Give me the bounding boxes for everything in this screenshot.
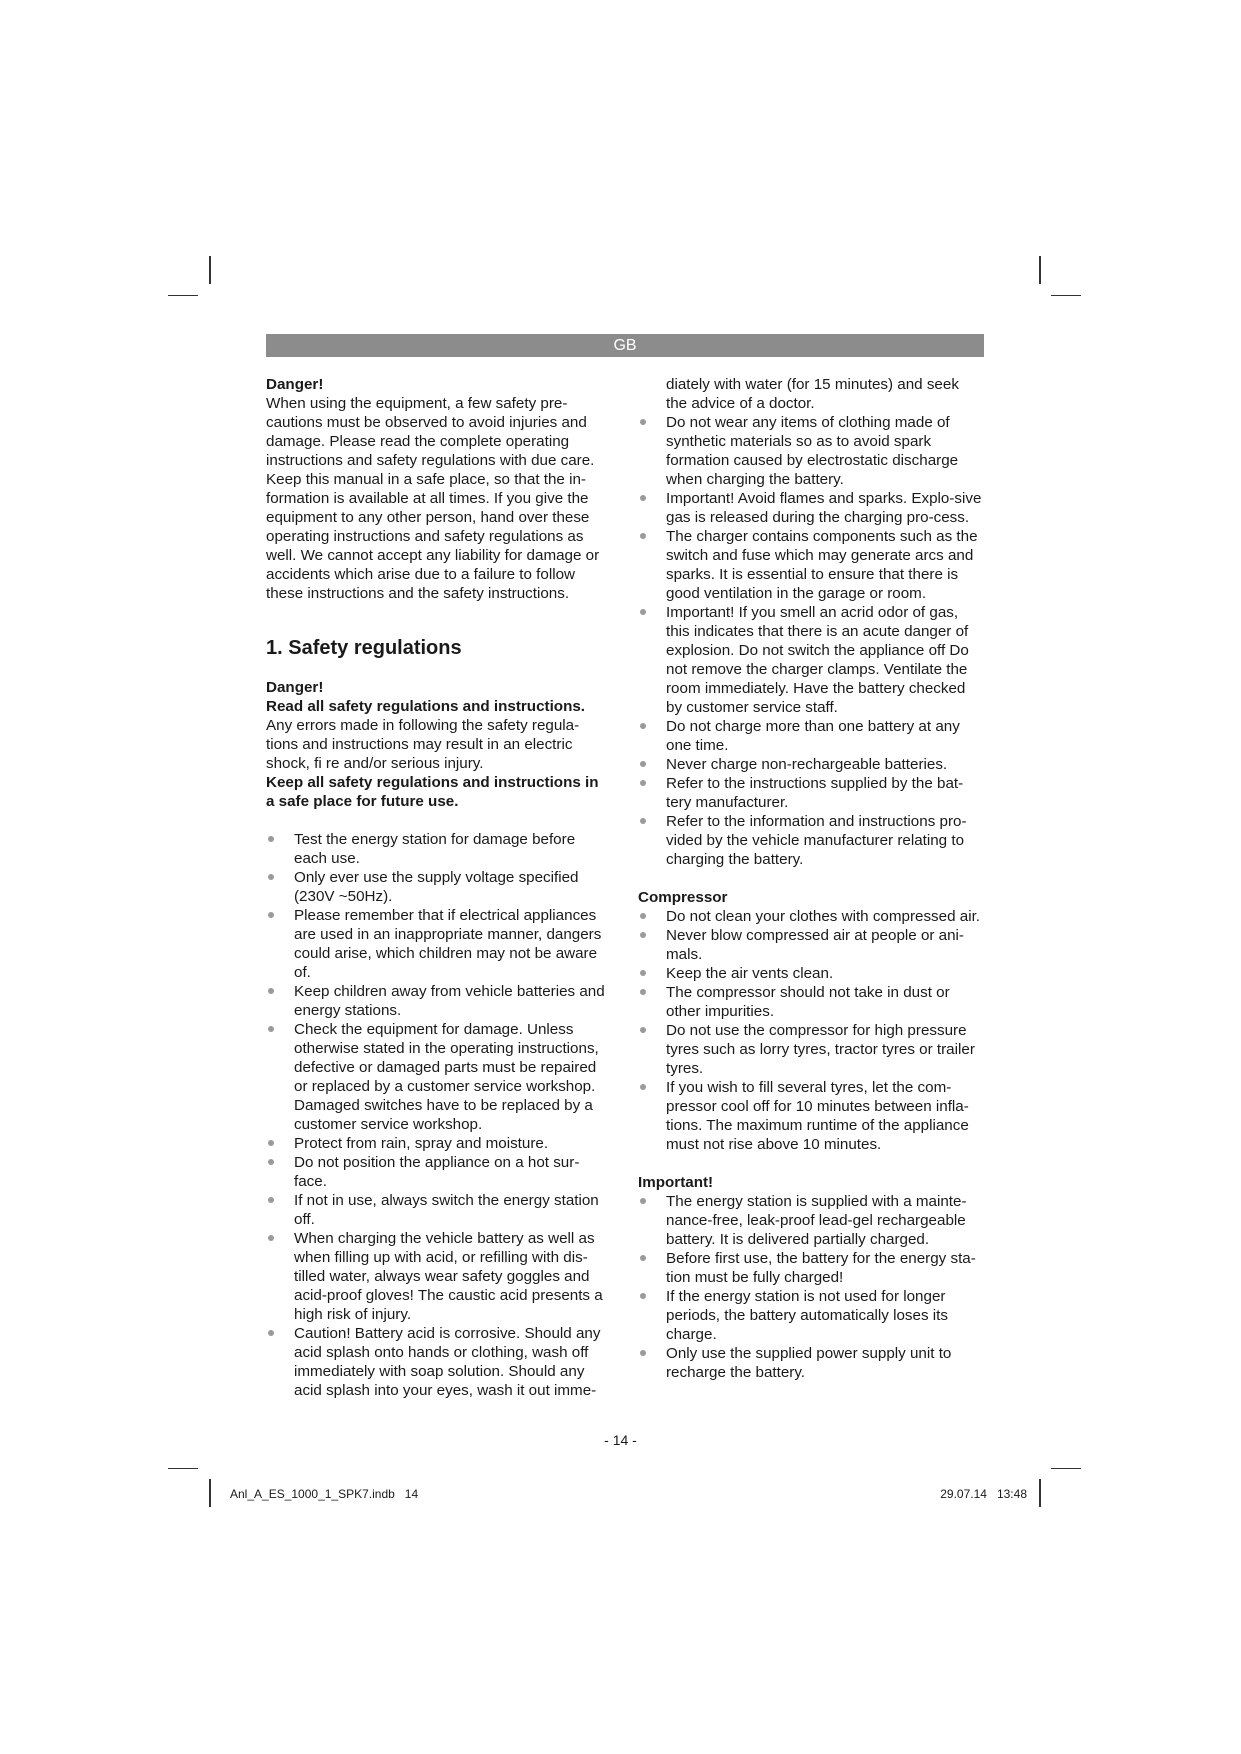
crop-mark	[209, 1479, 211, 1507]
crop-mark	[1039, 1479, 1041, 1507]
list-item: Only ever use the supply voltage specified (230V ~50Hz).	[266, 868, 611, 906]
list-item: If you wish to fill several tyres, let the com-pressor cool off for 10 minutes between infla-tions. The maximum runtime of the appliance must not rise above 10 minutes.	[638, 1078, 984, 1154]
page-number: - 14 -	[604, 1432, 637, 1448]
language-code: GB	[613, 337, 637, 354]
list-item: Refer to the information and instructions pro-vided by the vehicle manufacturer relating to charging the battery.	[638, 812, 984, 869]
list-item: Never blow compressed air at people or ani-mals.	[638, 926, 984, 964]
crop-mark	[168, 1468, 198, 1469]
crop-mark	[209, 256, 211, 284]
list-item: Important! Avoid flames and sparks. Explo-sive gas is released during the charging pro-cess.	[638, 489, 984, 527]
list-item: Only use the supplied power supply unit to recharge the battery.	[638, 1344, 984, 1382]
list-item: If not in use, always switch the energy station off.	[266, 1191, 611, 1229]
compressor-list	[638, 907, 984, 1154]
crop-mark	[1051, 295, 1081, 296]
crop-mark	[168, 295, 198, 296]
list-item: The energy station is supplied with a mainte-nance-free, leak-proof lead-gel rechargeable battery. It is delivered partially charged.	[638, 1192, 984, 1249]
list-item: Caution! Battery acid is corrosive. Should any acid splash onto hands or clothing, wash off immediately with soap solution. Should any acid splash into your eyes, wash it out imme-	[266, 1324, 611, 1400]
list-item: Do not wear any items of clothing made of synthetic materials so as to avoid spark formation caused by electrostatic discharge when charging the battery.	[638, 413, 984, 489]
continuation-text: diately with water (for 15 minutes) and seek the advice of a doctor.	[666, 376, 959, 412]
list-item: Never charge non-rechargeable batteries.	[638, 755, 984, 774]
errors-text: Any errors made in following the safety regula-tions and instructions may result in an electric shock, fi re and/or serious injury.	[266, 717, 580, 772]
safety-list	[266, 830, 611, 1400]
crop-mark	[1051, 1468, 1081, 1469]
list-item: The charger contains components such as the switch and fuse which may generate arcs and sparks. It is essential to ensure that there is good ventilation in the garage or room.	[638, 527, 984, 603]
list-item: Do not use the compressor for high pressure tyres such as lorry tyres, tractor tyres or trailer tyres.	[638, 1021, 984, 1078]
list-item: Please remember that if electrical appliances are used in an inappropriate manner, dangers could arise, which children may not be aware of.	[266, 906, 611, 982]
list-item: Do not position the appliance on a hot sur-face.	[266, 1153, 611, 1191]
right-column	[638, 375, 984, 1382]
language-header-bar	[266, 334, 984, 357]
list-item: Refer to the instructions supplied by the bat-tery manufacturer.	[638, 774, 984, 812]
read-all-notice: Read all safety regulations and instructions.	[266, 698, 586, 715]
section-title: 1. Safety regulations	[266, 637, 462, 659]
crop-mark	[1039, 256, 1041, 284]
list-item: Keep children away from vehicle batteries and energy stations.	[266, 982, 611, 1020]
danger-heading: Danger!	[266, 679, 324, 696]
compressor-heading: Compressor	[638, 889, 728, 906]
list-item: Keep the air vents clean.	[638, 964, 984, 983]
date-time-slug: 29.07.14 13:48	[940, 1487, 1027, 1501]
intro-heading: Danger!	[266, 376, 324, 393]
list-item: Important! If you smell an acrid odor of gas, this indicates that there is an acute danger of explosion. Do not switch the appliance off Do not remove the charger clamps. Ventilate the room immediately. Have the battery checked by customer service staff.	[638, 603, 984, 717]
safety-list-continued	[638, 413, 984, 869]
list-item: When charging the vehicle battery as well as when filling up with acid, or refilling with dis-tilled water, always wear safety goggles and acid-proof gloves! The caustic acid presents a high risk of injury.	[266, 1229, 611, 1324]
list-item: Before first use, the battery for the energy sta-tion must be fully charged!	[638, 1249, 984, 1287]
intro-text: When using the equipment, a few safety pre-cautions must be observed to avoid injuries and damage. Please read the complete operating instructions and safety regulations with due care. Keep this manual in a safe place, so that the in-formation is available at all times. If you give the equipment to any other person, hand over these operating instructions and safety regulations as well. We cannot accept any liability for damage or accidents which arise due to a failure to follow these instructions and the safety instructions.	[266, 395, 600, 602]
file-slug: Anl_A_ES_1000_1_SPK7.indb 14	[230, 1487, 419, 1501]
list-item: Check the equipment for damage. Unless otherwise stated in the operating instructions, defective or damaged parts must be repaired or replaced by a customer service workshop. Damaged switches have to be replaced by a customer service workshop.	[266, 1020, 611, 1134]
left-column	[266, 375, 611, 1400]
list-item: Do not clean your clothes with compressed air.	[638, 907, 984, 926]
list-item: Test the energy station for damage before each use.	[266, 830, 611, 868]
list-item: Do not charge more than one battery at any one time.	[638, 717, 984, 755]
list-item: Protect from rain, spray and moisture.	[266, 1134, 611, 1153]
list-item: If the energy station is not used for longer periods, the battery automatically loses its charge.	[638, 1287, 984, 1344]
list-item: The compressor should not take in dust or other impurities.	[638, 983, 984, 1021]
keep-all-notice: Keep all safety regulations and instructions in a safe place for future use.	[266, 774, 599, 810]
important-heading: Important!	[638, 1174, 714, 1191]
important-list	[638, 1192, 984, 1382]
